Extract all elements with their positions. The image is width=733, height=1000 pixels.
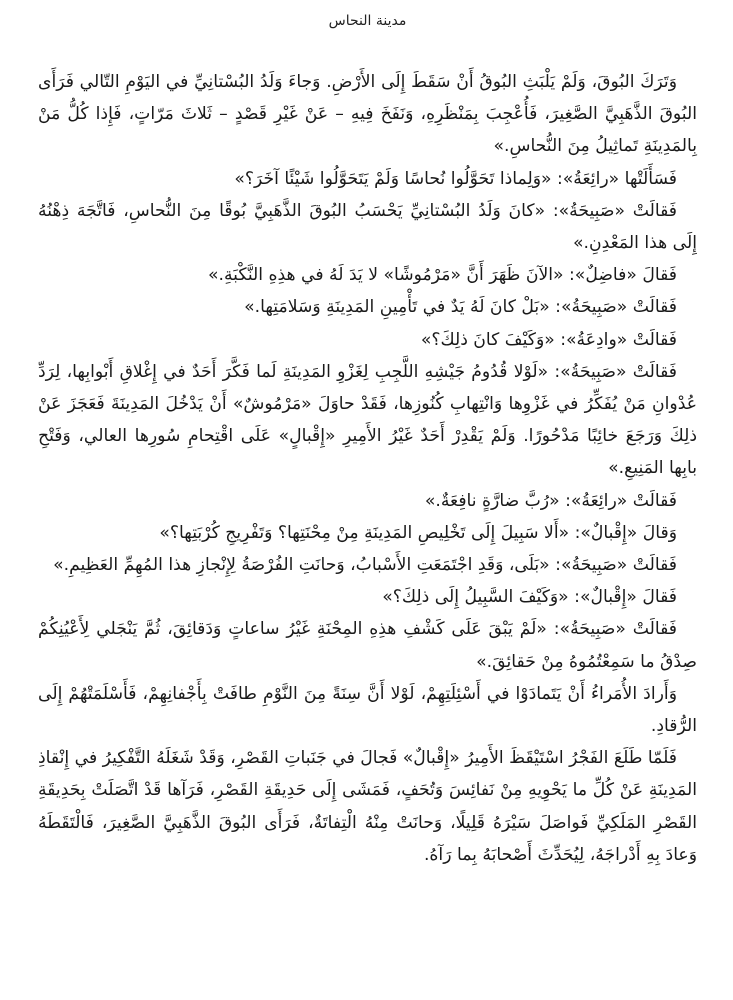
paragraph: فَقالَتْ «صَبِيحَةُ»: «كانَ وَلَدُ البُسْتانِيِّ يَحْسَبُ البُوقَ الذَّهَبِيَّ بُوقًا مِنَ النُّحاسِ، فَاتَّجَهَ ذِهْنُهُ إِلَى هذا المَعْدِنِ.»: [38, 200, 697, 254]
body-text: [38, 66, 697, 871]
paragraph: فَسَأَلَتْها «رائِعَةُ»: «وَلِماذا تَحَوَّلُوا نُحاسًا وَلَمْ يَتَحَوَّلُوا شَيْئًا آخَرَ؟»: [234, 168, 677, 189]
paragraph: فَقالَتْ «صَبِيحَةُ»: «لَمْ يَبْقَ عَلَى كَشْفِ هذِهِ المِحْنَةِ غَيْرُ ساعاتٍ وَدَقائِقَ، ثُمَّ يَنْجَلي لِأَعْيُنِكُمْ صِدْقُ ما سَمِعْتُمُوهُ مِنْ حَقائِقَ.»: [38, 619, 697, 672]
running-header: مدينة النحاس: [328, 13, 407, 29]
paragraph: فَقالَتْ «صَبِيحَةُ»: «لَوْلا قُدُومُ جَيْشِهِ اللَّجِبِ لِغَزْوِ المَدِينَةِ لَما فَكَّرَ أَحَدٌ في إِغْلاقِ أَبْوابِها، لِرَدِّ عُدْوانِ مَنْ يُفَكِّرُ في غَزْوِها وَانْتِهابِ كُنُوزِها، فَقَدْ حاوَلَ «مَرْمُوشٌ» أَنْ يَدْخُلَ المَدِينَةَ فَعَجَزَ عَنْ ذلِكَ وَرَجَعَ خائِبًا مَدْحُورًا. وَلَمْ يَقْدِرْ أَحَدٌ غَيْرُ الأَمِيرِ «إِقْبالٍ» عَلَى اقْتِحامِ سُورِها العالي، وَفَتْحِ بابِها المَنِيعِ.»: [38, 361, 697, 479]
paragraph: فَقالَتْ «صَبِيحَةُ»: «بَلْ كانَ لَهُ يَدٌ في تَأْمِينِ المَدِينَةِ وَسَلامَتِها.»: [244, 297, 677, 318]
paragraph: فَقالَتْ «وادِعَةُ»: «وَكَيْفَ كانَ ذلِكَ؟»: [420, 329, 677, 350]
paragraph: فَلَمّا طَلَعَ الفَجْرُ اسْتَيْقَظَ الأَمِيرُ «إِقْبالٌ» فَجالَ في جَنَباتِ القَصْرِ، وَقَدْ شَغَلَهُ التَّفْكِيرُ في إِنْقاذِ المَدِينَةِ عَنْ كُلِّ ما يَحْوِيهِ مِنْ نَفائِسَ وَتُحَفٍ، فَمَشَى إِلَى حَدِيقَةِ القَصْرِ، فَرَآها قَدْ اتَّصَلَتْ بِحَدِيقَةِ القَصْرِ المَلَكِيِّ فَواصَلَ سَيْرَهُ قَلِيلًا، وَحانَتْ مِنْهُ الْتِفاتَةٌ، فَرَأَى البُوقَ الذَّهَبِيَّ الصَّغِيرَ، فَالْتَقَطَهُ وَعادَ بِهِ أَدْراجَهُ، لِيُحَدِّثَ أَصْحابَهُ بِما رَآهُ.: [38, 748, 697, 865]
paragraph: وَأَرادَ الأُمَراءُ أَنْ يَتَمادَوْا في أَسْئِلَتِهِمْ، لَوْلا أَنَّ سِنَةً مِنَ النَّوْمِ طافَتْ بِأَجْفانِهِمْ، فَأَسْلَمَتْهُمْ إِلَى الرُّقادِ.: [38, 683, 697, 737]
paragraph: فَقالَ «فاضِلٌ»: «الآنَ ظَهَرَ أَنَّ «مَرْمُوشًا» لا يَدَ لَهُ في هذِهِ النَّكْبَةِ.»: [207, 265, 677, 286]
paragraph: وَتَرَكَ البُوقَ، وَلَمْ يَلْبَثِ البُوقُ أَنْ سَقَطَ إِلَى الأَرْضِ. وَجاءَ وَلَدُ البُسْتانِيِّ في اليَوْمِ التّالي فَرَأَى البُوقَ الذَّهَبِيَّ الصَّغِيرَ، فَأُعْجِبَ بِمَنْظَرِهِ، وَنَفَخَ فِيهِ – عَنْ غَيْرِ قَصْدٍ – ثَلاثَ مَرّاتٍ، فَإِذا كُلُّ مَنْ بِالمَدِينَةِ تَماثِيلُ مِنَ النُّحاسِ.»: [38, 72, 697, 157]
paragraph: فَقالَ «إِقْبالٌ»: «وَكَيْفَ السَّبِيلُ إِلَى ذلِكَ؟»: [382, 587, 677, 608]
paragraph: فَقالَتْ «رائِعَةُ»: «رُبَّ ضارَّةٍ نافِعَةٌ.»: [424, 490, 677, 511]
paragraph: فَقالَتْ «صَبِيحَةُ»: «بَلَى، وَقَدِ اجْتَمَعَتِ الأَسْبابُ، وَحانَتِ الفُرْصَةُ لِإِنْجازِ هذا المُهِمِّ العَظِيمِ.»: [53, 555, 677, 576]
paragraph: وَقالَ «إِقْبالٌ»: «أَلا سَبِيلَ إِلَى تَخْلِيصِ المَدِينَةِ مِنْ مِحْنَتِها؟ وَتَفْرِيجِ كُرْبَتِها؟»: [159, 522, 677, 543]
